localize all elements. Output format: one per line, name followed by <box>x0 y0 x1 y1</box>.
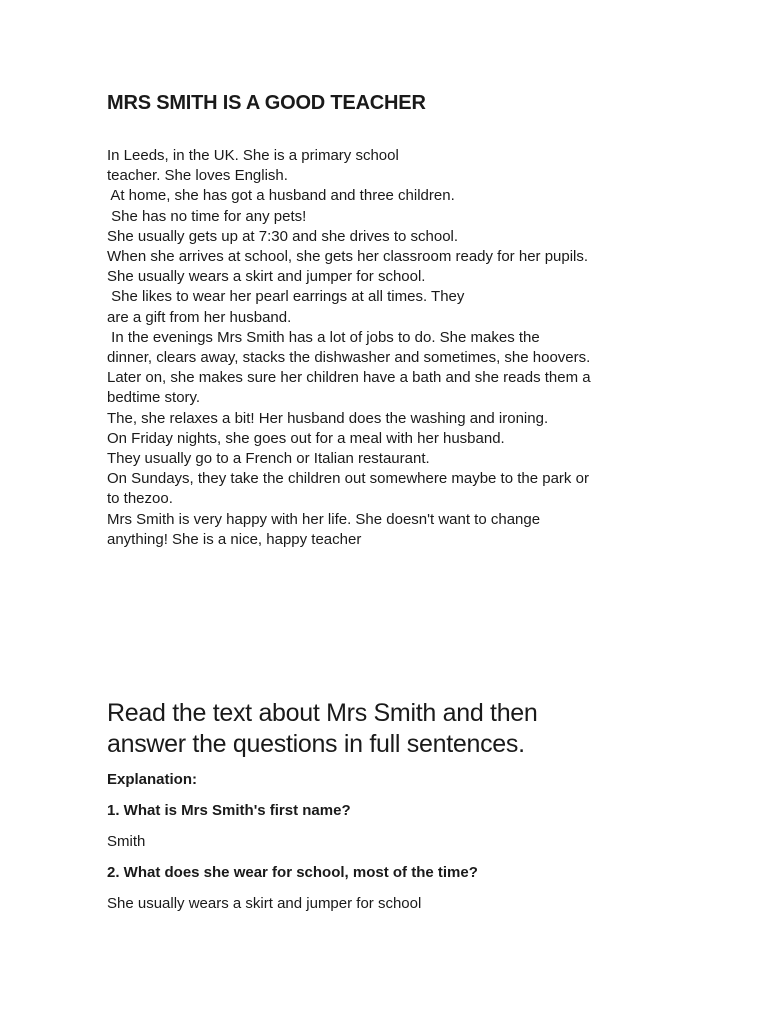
answer-2: She usually wears a skirt and jumper for school <box>107 895 422 912</box>
story-line: When she arrives at school, she gets her classroom ready for her pupils. <box>107 248 589 266</box>
question-1: 1. What is Mrs Smith's first name? <box>107 802 351 819</box>
story-line: to thezoo. <box>107 490 173 508</box>
story-line: are a gift from her husband. <box>107 308 292 326</box>
story-text <box>107 146 707 550</box>
answer-1: Smith <box>107 833 146 850</box>
question-2: 2. What does she wear for school, most of the time? <box>107 864 478 881</box>
instructions-line: Read the text about Mrs Smith and then <box>107 699 538 727</box>
document-title: MRS SMITH IS A GOOD TEACHER <box>107 92 426 114</box>
story-line: They usually go to a French or Italian restaurant. <box>107 450 430 468</box>
story-line: Mrs Smith is very happy with her life. She doesn't want to change <box>107 510 541 528</box>
story-line: She usually gets up at 7:30 and she drives to school. <box>107 227 459 245</box>
story-line: In Leeds, in the UK. She is a primary school <box>107 147 399 164</box>
story-line: In the evenings Mrs Smith has a lot of jobs to do. She makes the <box>107 328 540 346</box>
instructions-heading <box>107 698 538 760</box>
story-line: She likes to wear her pearl earrings at all times. They <box>107 288 465 306</box>
story-line: On Friday nights, she goes out for a meal with her husband. <box>107 429 505 447</box>
explanation-label: Explanation: <box>107 771 198 788</box>
story-line: At home, she has got a husband and three children. <box>107 187 455 205</box>
story-line: bedtime story. <box>107 389 201 407</box>
story-line: The, she relaxes a bit! Her husband does the washing and ironing. <box>107 409 549 427</box>
story-line: teacher. She loves English. <box>107 167 288 185</box>
story-line: dinner, clears away, stacks the dishwasher and sometimes, she hoovers. <box>107 349 591 367</box>
story-line: She has no time for any pets! <box>107 207 307 225</box>
story-line: On Sundays, they take the children out somewhere maybe to the park or <box>107 470 589 488</box>
story-line: She usually wears a skirt and jumper for school. <box>107 268 426 286</box>
instructions-line: answer the questions in full sentences. <box>107 730 525 758</box>
story-line: anything! She is a nice, happy teacher <box>107 530 362 548</box>
story-line: Later on, she makes sure her children have a bath and she reads them a <box>107 369 591 387</box>
